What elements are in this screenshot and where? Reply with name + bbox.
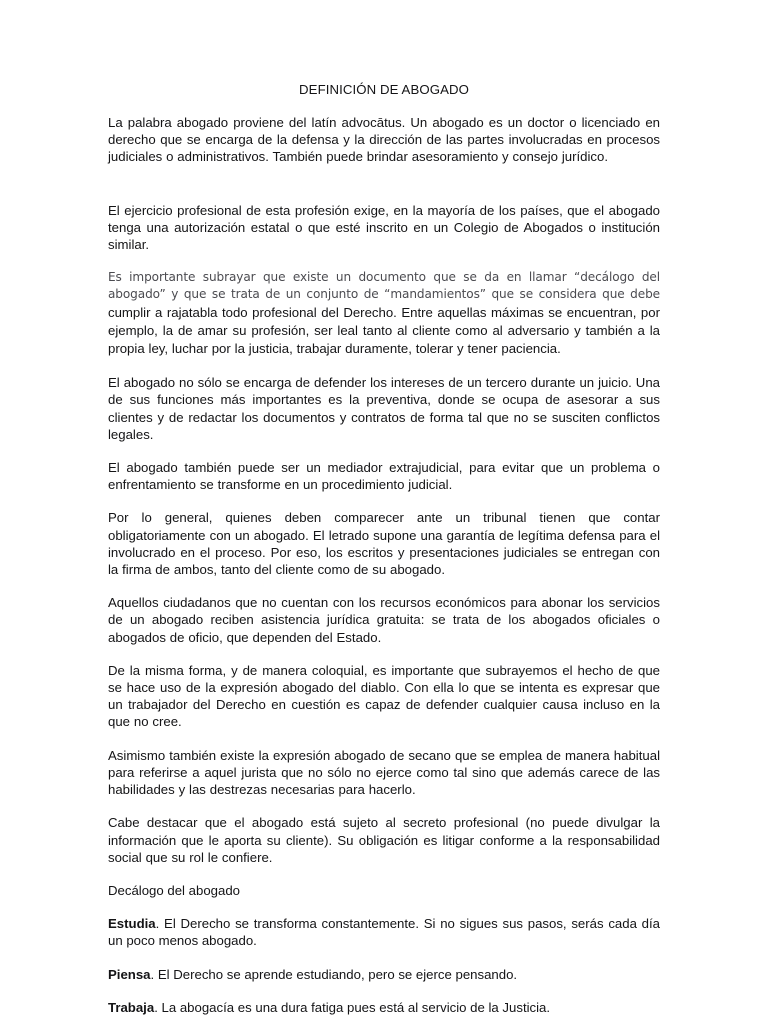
commandment-trabaja xyxy=(108,999,660,1016)
commandment-estudia-separator: . xyxy=(155,916,165,932)
commandment-piensa-separator: . xyxy=(150,966,158,982)
commandment-trabaja-separator: . xyxy=(154,999,162,1015)
paragraph-abogado-de-secano: Asimismo también existe la expresión abogado de secano que se emplea de manera habitual para referirse a aquel jurista que no sólo no ejerce como tal sino que además carece de las habilidades y las destrezas necesarias para hacerlo. xyxy=(108,747,660,798)
paragraph-funcion-preventiva: El abogado no sólo se encarga de defender los intereses de un tercero durante un juicio. Una de sus funciones más importantes es la preventiva, donde se ocupa de asesorar a sus clientes y de redactar los documentos y contratos de forma tal que no se susciten conflictos legales. xyxy=(108,375,660,442)
document-body xyxy=(108,81,660,1032)
decalogo-heading: Decálogo del abogado xyxy=(108,882,240,898)
paragraph-decalogo-intro-pasted-run: Es importante subrayar que existe un documento que se da en llamar “decálogo del abogado” y que se trata de un conjunto de “mandamientos” que se considera que debe xyxy=(108,270,660,302)
paragraph-secreto-profesional: Cabe destacar que el abogado está sujeto al secreto profesional (no puede divulgar la información que le aporta su cliente). Su obligación es litigar conforme a la responsabilidad social que su rol le confiere. xyxy=(108,815,660,865)
commandment-estudia xyxy=(108,915,660,949)
paragraph-abogado-del-diablo: De la misma forma, y de manera coloquial, es importante que subrayemos el hecho de que se hace uso de la expresión abogado del diablo. Con ella lo que se intenta es expresar que un trabajador del Derecho en cuestión es capaz de defender cualquier causa incluso en la que no cree. xyxy=(108,662,660,730)
page-title: DEFINICIÓN DE ABOGADO xyxy=(299,82,469,97)
paragraph-asistencia-gratuita: Aquellos ciudadanos que no cuentan con los recursos económicos para abonar los servicios de un abogado reciben asistencia jurídica gratuita: se trata de los abogados oficiales o abogados de oficio, que dependen del Estado. xyxy=(108,595,660,645)
commandment-trabaja-text: La abogacía es una dura fatiga pues está al servicio de la Justicia. xyxy=(161,999,551,1015)
paragraph-definicion: La palabra abogado proviene del latín advocātus. Un abogado es un doctor o licenciado en derecho que se encarga de la defensa y la dirección de las partes involucradas en procesos judiciales o administrativos. También puede brindar asesoramiento y consejo jurídico. xyxy=(108,115,660,165)
paragraph-ejercicio-profesional: El ejercicio profesional de esta profesión exige, en la mayoría de los países, que el abogado tenga una autorización estatal o que esté inscrito en un Colegio de Abogados o institución similar. xyxy=(108,202,660,253)
commandment-estudia-term: Estudia xyxy=(108,916,156,932)
paragraph-mediador: El abogado también puede ser un mediador extrajudicial, para evitar que un problema o enfrentamiento se transforme en un procedimiento judicial. xyxy=(108,460,660,493)
commandment-trabaja-term: Trabaja xyxy=(108,999,155,1015)
commandment-piensa-term: Piensa xyxy=(108,966,151,982)
commandment-piensa-text: El Derecho se aprende estudiando, pero se ejerce pensando. xyxy=(157,966,518,982)
paragraph-comparecer-tribunal: Por lo general, quienes deben comparecer ante un tribunal tienen que contar obligatoriamente con un abogado. El letrado supone una garantía de legítima defensa para el involucrado en el proceso. Por eso, los escritos y presentaciones judiciales se entregan con la firma de ambos, tanto del cliente como de su abogado. xyxy=(108,510,660,578)
commandment-piensa xyxy=(108,966,660,983)
paragraph-decalogo-intro-tail-run: cumplir a rajatabla todo profesional del Derecho. Entre aquellas máximas se encuentran, por ejemplo, la de amar su profesión, ser leal tanto al cliente como al adversario y también a la propia ley, luchar por la justicia, trabajar duramente, tolerar y tener paciencia. xyxy=(108,304,660,357)
commandment-estudia-text: El Derecho se transforma constantemente. Si no sigues sus pasos, serás cada día un poco menos abogado. xyxy=(108,916,660,949)
paragraph-decalogo-intro xyxy=(108,269,660,358)
